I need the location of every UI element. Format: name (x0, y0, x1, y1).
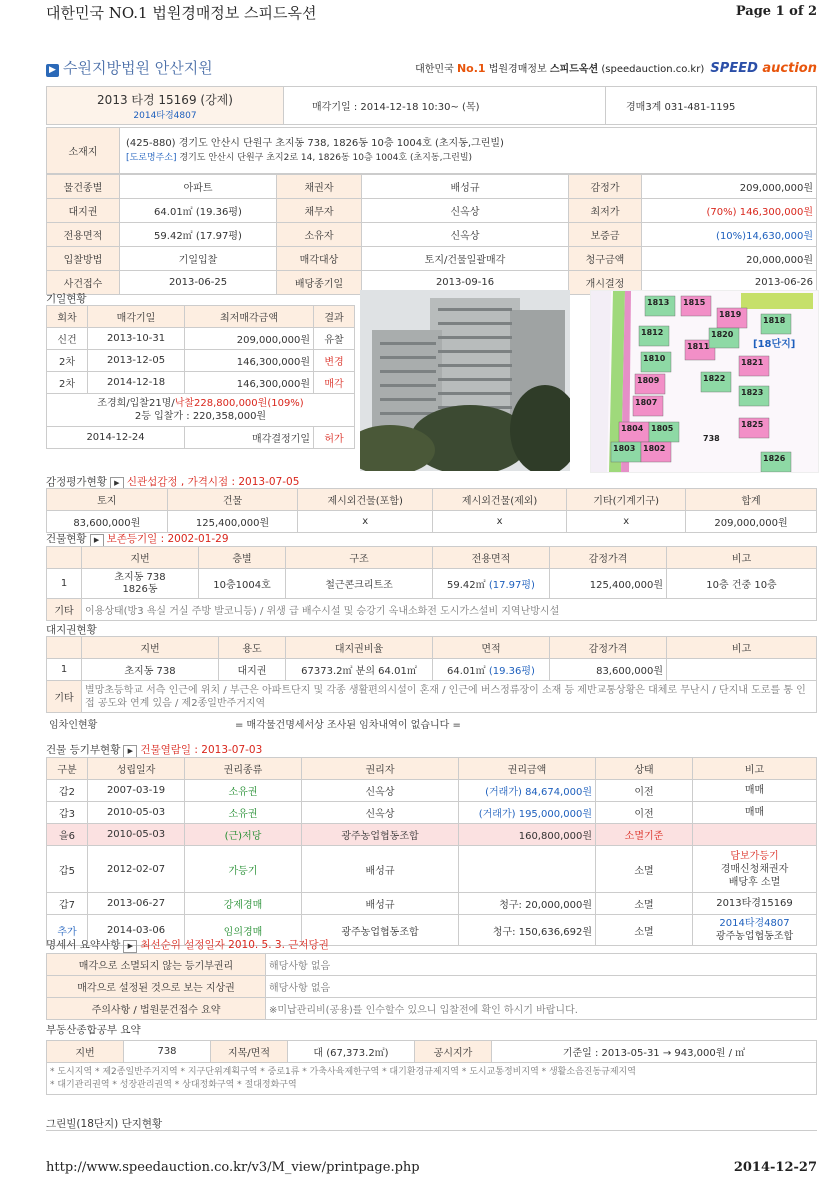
svg-text:1813: 1813 (647, 298, 670, 307)
bid-row (47, 328, 355, 350)
map-building-label[interactable] (761, 314, 791, 334)
divider (46, 1130, 817, 1131)
registry-amount: 청구: 150,636,692원 (459, 915, 596, 946)
registry-status: 소멸 (596, 846, 693, 893)
map-building-label[interactable] (739, 356, 769, 376)
info-row (47, 175, 817, 199)
registry-note (693, 802, 817, 824)
bid-header: 결과 (314, 306, 355, 328)
svg-text:1811: 1811 (687, 342, 710, 351)
appraisal-sub: 신관섭감정 , 가격시점 : 2013-07-05 (126, 476, 300, 488)
bid-date: 2014-12-18 (88, 372, 185, 394)
registry-kind: 추가 (47, 915, 88, 946)
registry-header: 권리종류 (185, 758, 302, 780)
map-building-label[interactable] (701, 372, 731, 392)
ledger-zones-1: * 도시지역 * 제2종일반주거지역 * 지구단위계획구역 * 중로1류 * 가축사육제한구역 * 대기환경규제지역 * 도시교통정비지역 * 생활소음진동규제지역 (50, 1066, 636, 1077)
expand-icon[interactable]: ▶ (123, 940, 137, 953)
registry-holder: 배성규 (302, 893, 459, 915)
registry-date: 2014-03-06 (88, 915, 185, 946)
registry-status: 소멸 (596, 915, 693, 946)
info-label: 채권자 (277, 175, 362, 199)
svg-text:1809: 1809 (637, 376, 660, 385)
property-info-table (46, 174, 817, 295)
bid-header: 최저매각금액 (185, 306, 314, 328)
registry-note-line: 경매신청채권자 (720, 863, 789, 875)
map-building-label[interactable] (739, 386, 769, 406)
info-label: 전용면적 (47, 223, 120, 247)
map-building-label[interactable] (709, 328, 739, 348)
building-table: 지번 층별 구조 전용면적 감정가격 비고 1 초지동 738 1826동 10층1004호 철근콘크리트조 59.42㎡ (17.97평) 125,400,000원 10층 건중 10층 기타 이용상태(방3 욕실 거실 주방 발코니등) / 위생 급 배수시설 및 승강기 옥내소화전 도시가스설비 지역난방시설 (46, 546, 817, 621)
bid-min-price: 209,000,000원 (185, 328, 314, 350)
decision-label: 매각결정기일 (185, 427, 314, 449)
building-photo-image (360, 290, 570, 471)
speed-auction-logo: SPEED auction (710, 61, 817, 76)
lease-title: 임차인현황 (49, 719, 98, 731)
registry-table (46, 757, 817, 946)
court-name: 수원지방법원 안산지원 (63, 59, 213, 77)
registry-row (47, 802, 817, 824)
info-label: 배당종기일 (277, 271, 362, 295)
spec-value: ※미납관리비(공용)를 인수할수 있으니 입찰전에 확인 하시기 바랍니다. (266, 998, 817, 1020)
building-floor: 10층1004호 (199, 569, 286, 599)
address-line1: (425-880) 경기도 안산시 단원구 초지동 738, 1826동 10층 1004호 (초지동,그린빌) (126, 137, 504, 149)
bid-second-price: 2등 입찰가 : 220,358,000원 (134, 411, 267, 422)
registry-note-line: 2014타경4807 (719, 918, 790, 929)
map-building-label[interactable] (641, 352, 671, 372)
info-value: 기일입찰 (120, 247, 277, 271)
bidding-section-title: 기일현황 (46, 293, 87, 305)
appraisal-header: 기타(기계기구) (567, 489, 686, 511)
spec-value: 해당사항 없음 (266, 954, 817, 976)
registry-section-title: 건물 등기부현황 ▶ 건물열람일 : 2013-07-03 (46, 744, 263, 756)
info-label: 소유자 (277, 223, 362, 247)
spec-value: 해당사항 없음 (266, 976, 817, 998)
registry-note-line: 매매 (744, 807, 765, 818)
print-header (46, 2, 817, 24)
map-building-label[interactable] (703, 434, 720, 443)
info-label: 매각대상 (277, 247, 362, 271)
ledger-cell: 공시지가 (415, 1041, 492, 1063)
svg-text:1810: 1810 (643, 354, 666, 363)
appraisal-header: 건물 (167, 489, 298, 511)
map-building-label[interactable] (645, 296, 675, 316)
ledger-section-title: 부동산종합공부 요약 (46, 1024, 141, 1036)
bid-result: 변경 (314, 350, 355, 372)
registry-status: 이전 (596, 780, 693, 802)
lease-table (46, 712, 817, 734)
map-building-label[interactable] (639, 326, 669, 346)
registry-note (693, 915, 817, 946)
registry-kind: 갑2 (47, 780, 88, 802)
ledger-cell: 대 (67,373.2㎡) (288, 1041, 415, 1063)
info-label: 대지권 (47, 199, 120, 223)
appraisal-section-title: 감정평가현황 ▶ 신관섭감정 , 가격시점 : 2013-07-05 (46, 476, 300, 488)
info-label: 청구금액 (569, 247, 642, 271)
registry-type: 소유권 (185, 780, 302, 802)
land-etc: 별망초등학교 서측 인근에 위치 / 부근은 아파트단지 및 각종 생활편의시설이 혼재 / 인근에 버스정류장이 소재 등 제반교통상황은 대체로 무난시 / 단지내 도로를 통 인접 공도와 연계 있음 / 제2종일반주거지역 (82, 681, 817, 713)
registry-note (693, 824, 817, 846)
bid-header: 매각기일 (88, 306, 185, 328)
print-footer (46, 1160, 817, 1180)
expand-icon[interactable]: ▶ (110, 477, 124, 490)
info-value: 2013-06-25 (120, 271, 277, 295)
svg-text:1805: 1805 (651, 424, 674, 433)
bid-result-price: 낙찰228,800,000원(109%) (174, 398, 304, 409)
spec-label: 주의사항 / 법원문건접수 요약 (47, 998, 266, 1020)
appraisal-value: 209,000,000원 (686, 511, 817, 533)
complex-title: 그린빌(18단지) 단지현황 (46, 1118, 163, 1130)
info-row (47, 223, 817, 247)
brand-logo (415, 60, 817, 76)
registry-type: 가등기 (185, 846, 302, 893)
bid-min-price: 146,300,000원 (185, 350, 314, 372)
land-price: 83,600,000원 (550, 659, 667, 681)
registry-row (47, 824, 817, 846)
building-section-title: 건물현황 ▶ 보존등기일 : 2002-01-29 (46, 533, 229, 545)
building-note: 10층 건중 10층 (667, 569, 817, 599)
brand-name: 스피드옥션 (549, 64, 599, 75)
info-label: 개시결정 (569, 271, 642, 295)
info-value: 아파트 (120, 175, 277, 199)
road-address-tag: [도로명주소] (126, 152, 177, 163)
footer-url: http://www.speedauction.co.kr/v3/M_view/printpage.php (46, 1160, 420, 1175)
ledger-cell: 738 (124, 1041, 211, 1063)
appraisal-header: 토지 (47, 489, 168, 511)
registry-row (47, 780, 817, 802)
info-value: 2013-06-26 (642, 271, 817, 295)
bid-result-winner: 조경희/입찰21명/ (97, 398, 175, 409)
registry-holder: 신옥상 (302, 780, 459, 802)
svg-text:1820: 1820 (711, 330, 734, 339)
svg-text:1803: 1803 (613, 444, 636, 453)
registry-type: 소유권 (185, 802, 302, 824)
svg-text:1826: 1826 (763, 454, 786, 463)
svg-text:738: 738 (703, 434, 720, 443)
spec-row (47, 976, 817, 998)
appraisal-header: 합계 (686, 489, 817, 511)
appraisal-value: x (298, 511, 432, 533)
info-value: 신옥상 (362, 199, 569, 223)
info-value: 신옥상 (362, 223, 569, 247)
map-building-label[interactable] (611, 442, 641, 462)
case-number: 2013 타경 15169 (강제) (97, 92, 233, 107)
info-label: 사건접수 (47, 271, 120, 295)
building-sub: 보존등기일 : 2002-01-29 (106, 533, 229, 545)
svg-text:[18단지]: [18단지] (753, 339, 796, 350)
land-lot: 초지동 738 (82, 659, 219, 681)
location-map-image (591, 291, 818, 472)
registry-holder: 신옥상 (302, 802, 459, 824)
land-use: 대지권 (219, 659, 286, 681)
bid-date: 2013-12-05 (88, 350, 185, 372)
info-label: 채무자 (277, 199, 362, 223)
svg-text:1821: 1821 (741, 358, 764, 367)
spec-label: 매각으로 소멸되지 않는 등기부권리 (47, 954, 266, 976)
registry-header: 권리자 (302, 758, 459, 780)
registry-status: 이전 (596, 802, 693, 824)
bid-row (47, 372, 355, 394)
info-value: (70%) 146,300,000원 (642, 199, 817, 223)
building-price: 125,400,000원 (550, 569, 667, 599)
registry-header: 권리금액 (459, 758, 596, 780)
svg-text:1818: 1818 (763, 316, 786, 325)
registry-date: 2007-03-19 (88, 780, 185, 802)
registry-amount: 청구: 20,000,000원 (459, 893, 596, 915)
decision-date: 2014-12-24 (47, 427, 185, 449)
lease-text: = 매각물건명세서상 조사된 임차내역이 없습니다 = (235, 719, 461, 731)
map-building-label[interactable] (753, 337, 795, 350)
registry-amount: (거래가) 84,674,000원 (459, 780, 596, 802)
registry-holder: 광주농업협동조합 (302, 915, 459, 946)
page-number: Page 1 of 2 (735, 4, 817, 19)
registry-date: 2010-05-03 (88, 824, 185, 846)
location-map[interactable] (590, 290, 819, 473)
case-header (46, 86, 817, 125)
info-value: 209,000,000원 (642, 175, 817, 199)
ledger-table (46, 1040, 817, 1095)
spec-table (46, 953, 817, 1020)
info-value: 배성규 (362, 175, 569, 199)
footer-date: 2014-12-27 (733, 1160, 817, 1175)
map-building-label[interactable] (635, 374, 665, 394)
registry-header: 상태 (596, 758, 693, 780)
land-table: 지번 용도 대지권비율 면적 감정가격 비고 1 초지동 738 대지권 67373.2㎡ 분의 64.01㎡ 64.01㎡ (19.36평) 83,600,000원 기타 별망초등학교 서측 인근에 위치 / 부근은 아파트단지 및 각종 생활편의시설이 혼재 / 인근에 버스정류장이 소재 등 제반교통상황은 대체로 무난시 / 단지내 도로를 통 인접 공도와 연계 있음 / 제2종일반주거지역 (46, 636, 817, 713)
registry-note (693, 893, 817, 915)
case-number-cell (47, 87, 284, 125)
info-value: 59.42㎡ (17.97평) (120, 223, 277, 247)
case-sub-number[interactable]: 2014타경4807 (133, 110, 197, 121)
map-building-label[interactable] (619, 422, 649, 442)
registry-note-line: 배당후 소멸 (728, 876, 781, 888)
registry-holder: 광주농업협동조합 (302, 824, 459, 846)
info-value: 토지/건물일괄매각 (362, 247, 569, 271)
info-row (47, 199, 817, 223)
registry-header: 비고 (693, 758, 817, 780)
print-title: 대한민국 NO.1 법원경매정보 스피드옥션 (46, 4, 317, 22)
spec-sub: 최선순위 설정일자 2010. 5. 3. 근저당권 (140, 939, 329, 951)
court-dept: 경매3계 031-481-1195 (606, 87, 817, 125)
expand-icon[interactable]: ▶ (90, 534, 104, 547)
map-building-label[interactable] (681, 296, 711, 316)
appraisal-header: 제시외건물(제외) (432, 489, 566, 511)
registry-date: 2012-02-07 (88, 846, 185, 893)
map-building-label[interactable] (739, 418, 769, 438)
appraisal-value: x (432, 511, 566, 533)
registry-type: 강제경매 (185, 893, 302, 915)
registry-sub: 건물열람일 : 2013-07-03 (140, 744, 263, 756)
expand-icon[interactable]: ▶ (123, 745, 137, 758)
bid-header: 회차 (47, 306, 88, 328)
appraisal-header: 제시외건물(포함) (298, 489, 432, 511)
appraisal-value: 83,600,000원 (47, 511, 168, 533)
svg-text:1819: 1819 (719, 310, 742, 319)
svg-text:1802: 1802 (643, 444, 666, 453)
info-label: 보증금 (569, 223, 642, 247)
registry-status: 소멸 (596, 893, 693, 915)
registry-header: 구분 (47, 758, 88, 780)
registry-date: 2010-05-03 (88, 802, 185, 824)
registry-row (47, 846, 817, 893)
ledger-cell: 지번 (47, 1041, 124, 1063)
svg-text:1825: 1825 (741, 420, 764, 429)
map-building-label[interactable] (761, 452, 791, 472)
registry-kind: 갑7 (47, 893, 88, 915)
building-photo[interactable] (360, 290, 570, 471)
building-structure: 철근콘크리트조 (286, 569, 433, 599)
arrow-icon: ▶ (46, 64, 59, 77)
map-building-label[interactable] (633, 396, 663, 416)
ledger-zones-2: * 대기관리권역 * 성장관리권역 * 상대정화구역 * 절대정화구역 (50, 1079, 297, 1090)
brand-prefix: 대한민국 (415, 64, 454, 75)
address-table (46, 127, 817, 174)
address-line2: 경기도 안산시 단원구 초지2로 14, 1826동 10층 1004호 (초지동,그린빌) (179, 152, 473, 163)
bid-round: 신건 (47, 328, 88, 350)
registry-kind: 을6 (47, 824, 88, 846)
appraisal-value: x (567, 511, 686, 533)
info-label: 물건종별 (47, 175, 120, 199)
appraisal-table (46, 488, 817, 533)
registry-type: 임의경매 (185, 915, 302, 946)
registry-kind: 갑5 (47, 846, 88, 893)
info-value: 64.01㎡ (19.36평) (120, 199, 277, 223)
address-label: 소재지 (47, 128, 120, 174)
info-label: 입찰방법 (47, 247, 120, 271)
building-lot: 초지동 738 (114, 571, 166, 583)
spec-label: 매각으로 설정된 것으로 보는 지상권 (47, 976, 266, 998)
map-building-label[interactable] (717, 308, 747, 328)
ledger-cell: 지목/면적 (211, 1041, 288, 1063)
appraisal-value: 125,400,000원 (167, 511, 298, 533)
registry-kind: 갑3 (47, 802, 88, 824)
registry-note (693, 780, 817, 802)
registry-note-line: 광주농업협동조합 (715, 931, 794, 942)
info-value: 20,000,000원 (642, 247, 817, 271)
spec-row (47, 954, 817, 976)
bid-result: 유찰 (314, 328, 355, 350)
land-ratio: 67373.2㎡ 분의 64.01㎡ (286, 659, 433, 681)
bidding-table (46, 305, 355, 449)
info-row (47, 247, 817, 271)
map-building-label[interactable] (641, 442, 671, 462)
ledger-cell: 기준일 : 2013-05-31 → 943,000원 / ㎡ (492, 1041, 817, 1063)
registry-note (693, 846, 817, 893)
registry-date: 2013-06-27 (88, 893, 185, 915)
map-building-label[interactable] (649, 422, 679, 442)
building-etc: 이용상태(방3 욕실 거실 주방 발코니등) / 위생 급 배수시설 및 승강기 옥내소화전 도시가스설비 지역난방시설 (82, 599, 817, 621)
sale-date: 매각기일 : 2014-12-18 10:30~ (목) (284, 87, 606, 125)
registry-holder: 배성규 (302, 846, 459, 893)
registry-note-line: 매매 (744, 785, 765, 796)
brand-desc: 법원경매정보 (488, 64, 547, 75)
brand-url: (speedauction.co.kr) (601, 64, 705, 75)
spec-row (47, 998, 817, 1020)
registry-header: 성립일자 (88, 758, 185, 780)
registry-row (47, 893, 817, 915)
svg-text:1812: 1812 (641, 328, 664, 337)
svg-text:1822: 1822 (703, 374, 726, 383)
svg-text:1815: 1815 (683, 298, 706, 307)
registry-note-line: 2013타경15169 (716, 898, 793, 909)
bid-date: 2013-10-31 (88, 328, 185, 350)
bid-round: 2차 (47, 372, 88, 394)
registry-amount (459, 846, 596, 893)
info-value: (10%)14,630,000원 (642, 223, 817, 247)
land-section-title: 대지권현황 (46, 624, 97, 636)
bid-result: 매각 (314, 372, 355, 394)
bid-row (47, 350, 355, 372)
bid-round: 2차 (47, 350, 88, 372)
info-value: 2013-09-16 (362, 271, 569, 295)
decision-result: 허가 (314, 427, 355, 449)
registry-amount: (거래가) 195,000,000원 (459, 802, 596, 824)
court-title (46, 57, 213, 78)
registry-status: 소멸기준 (596, 824, 693, 846)
registry-type: (근)저당 (185, 824, 302, 846)
brand-no1: No.1 (456, 62, 486, 75)
registry-note-line: 담보가등기 (730, 850, 779, 862)
info-label: 최저가 (569, 199, 642, 223)
registry-amount: 160,800,000원 (459, 824, 596, 846)
building-dong: 1826동 (122, 583, 158, 595)
spec-section-title: 명세서 요약사항 ▶ 최선순위 설정일자 2010. 5. 3. 근저당권 (46, 939, 329, 951)
svg-text:1823: 1823 (741, 388, 764, 397)
svg-text:1807: 1807 (635, 398, 658, 407)
bid-min-price: 146,300,000원 (185, 372, 314, 394)
svg-text:1804: 1804 (621, 424, 644, 433)
info-label: 감정가 (569, 175, 642, 199)
